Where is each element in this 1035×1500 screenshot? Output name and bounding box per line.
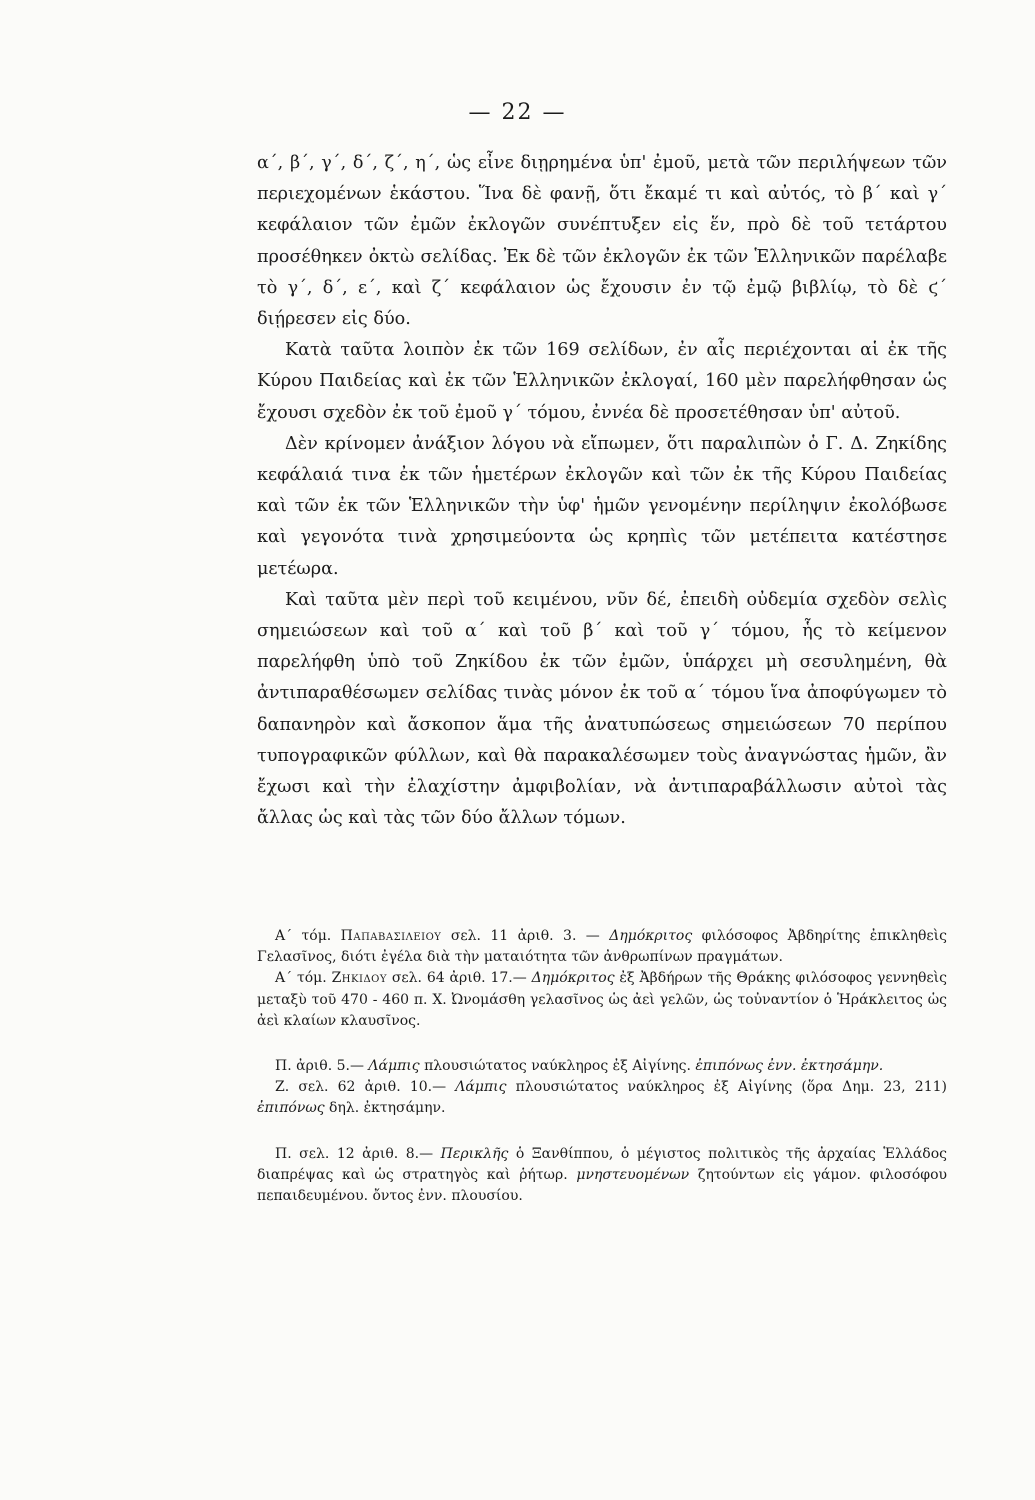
footnote — [257, 968, 947, 1032]
note-term: Δημόκριτος — [531, 970, 615, 987]
note-term: μνηστευομένων — [576, 1166, 690, 1183]
footnote — [257, 926, 947, 968]
note-location: σελ. 11 ἀριθ. 3. — — [441, 928, 610, 944]
paragraph: Δὲν κρίνομεν ἀνάξιον λόγου νὰ εἴπωμεν, ὅτι παραλιπὼν ὁ Γ. Δ. Ζηκίδης κεφάλαιά τινα ἐκ τῶν ἡμετέρων ἐκλογῶν καὶ τῶν ἐκ τῆς Κύρου Παιδείας καὶ τῶν ἐκ τῶν Ἑλληνικῶν τὴν ὑφ' ἡμῶν γενομένην περίληψιν ἐκολόβωσε καὶ γεγονότα τινὰ χρησιμεύοντα ὡς κρηπὶς τῶν μετέπειτα κατέστησε μετέωρα. — [257, 433, 947, 579]
note-ref: Ζ. σελ. 62 ἀριθ. 10.— — [275, 1079, 456, 1096]
note-ref: Α΄ τόμ. — [275, 928, 341, 944]
note-author: Ζηκιδου — [331, 970, 387, 987]
note-term: ἐπιπόνως — [257, 1100, 325, 1117]
note-term: ἐπιπόνως ἐνν. ἐκτησάμην. — [695, 1058, 884, 1075]
main-text — [257, 148, 947, 834]
note-ref: Π. σελ. 12 ἀριθ. 8.— — [275, 1145, 441, 1162]
note-text: ἐξ Ἀβδήρων τῆς Θράκης φιλόσοφος γεννηθεὶς μεταξὺ τοῦ 470 - 460 π. Χ. Ὠνομάσθη γελασῖνος ὡς ἀεὶ γελῶν, ὡς τοὐναντίον ὁ Ἡράκλειτος ὡς ἀεὶ κλαίων κλαυσῖνος. — [257, 970, 947, 1029]
footnote — [257, 1144, 947, 1208]
footnote — [257, 1077, 947, 1119]
note-text: πλουσιώτατος ναύκληρος ἐξ Αἰγίνης (ὅρα Δημ. 23, 211) — [506, 1079, 947, 1096]
footnotes — [257, 926, 947, 1207]
paragraph: α΄, β΄, γ΄, δ΄, ζ΄, η΄, ὡς εἶνε διῃρημένα ὑπ' ἐμοῦ, μετὰ τῶν περιλήψεων τῶν περιεχομένων ἑκάστου. Ἵνα δὲ φανῇ, ὅτι ἔκαμέ τι καὶ αὐτός, τὸ β΄ καὶ γ΄ κεφάλαιον τῶν ἐμῶν ἐκλογῶν συνέπτυξεν εἰς ἕν, πρὸ δὲ τοῦ τετάρτου προσέθηκεν ὀκτὼ σελίδας. Ἐκ δὲ τῶν ἐκλογῶν ἐκ τῶν Ἑλληνικῶν παρέλαβε τὸ γ΄, δ΄, ε΄, καὶ ζ΄ κεφάλαιον ὡς ἔχουσιν ἐν τῷ ἐμῷ βιβλίῳ, τὸ δὲ ϛ΄ διῄρεσεν εἰς δύο. — [257, 153, 947, 330]
page-number: — 22 — — [468, 100, 567, 125]
paragraph: Κατὰ ταῦτα λοιπὸν ἐκ τῶν 169 σελίδων, ἐν αἷς περιέχονται αἱ ἐκ τῆς Κύρου Παιδείας καὶ ἐκ τῶν Ἑλληνικῶν ἐκλογαί, 160 μὲν παρελήφθησαν ὡς ἔχουσι σχεδὸν ἐκ τοῦ ἐμοῦ γ΄ τόμου, ἐννέα δὲ προσετέθησαν ὑπ' αὐτοῦ. — [257, 340, 947, 423]
note-text: ὁ Ξανθίππου, ὁ μέγιστος πολιτικὸς τῆς ἀρχαίας Ἑλλάδος διαπρέψας καὶ ὡς στρατηγὸς καὶ ῥήτωρ. — [257, 1145, 947, 1183]
note-text: δηλ. ἐκτησάμην. — [324, 1100, 446, 1117]
note-term: Περικλῆς — [440, 1145, 509, 1162]
note-text: ζητούντων εἰς γάμον. φιλοσόφου πεπαιδευμένου. ὄντος ἐνν. πλουσίου. — [257, 1166, 948, 1205]
note-term: Δημόκριτος — [609, 928, 693, 944]
note-text: φιλόσοφος Ἀβδηρίτης ἐπικληθεὶς Γελασῖνος, διότι ἐγέλα διὰ τὴν ματαιότητα τῶν ἀνθρωπίνων πραγμάτων. — [257, 928, 947, 966]
paragraph: Καὶ ταῦτα μὲν περὶ τοῦ κειμένου, νῦν δέ, ἐπειδὴ οὐδεμία σχεδὸν σελὶς σημειώσεων καὶ τοῦ α΄ καὶ τοῦ β΄ καὶ τοῦ γ΄ τόμου, ἧς τὸ κείμενον παρελήφθη ὑπὸ τοῦ Ζηκίδου ἐκ τῶν ἐμῶν, ὑπάρχει μὴ σεσυλημένη, θὰ ἀντιπαραθέσωμεν σελίδας τινὰς μόνον ἐκ τοῦ α΄ τόμου ἵνα ἀποφύγωμεν τὸ δαπανηρὸν καὶ ἄσκοπον ἅμα τῆς ἀνατυπώσεως σημειώσεων 70 περίπου τυπογραφικῶν φύλλων, καὶ θὰ παρακαλέσωμεν τοὺς ἀναγνώστας ἡμῶν, ἂν ἔχωσι καὶ τὴν ἐλαχίστην ἀμφιβολίαν, νὰ ἀντιπαραβάλλωσιν αὐτοὶ τὰς ἄλλας ὡς καὶ τὰς τῶν δύο ἄλλων τόμων. — [257, 589, 947, 829]
note-term: Λάμπις — [368, 1058, 420, 1075]
footnote — [257, 1056, 947, 1077]
note-text: πλουσιώτατος ναύκληρος ἐξ Αἰγίνης. — [419, 1058, 696, 1075]
note-location: σελ. 64 ἀριθ. 17.— — [386, 970, 532, 987]
note-ref: Α΄ τόμ. — [275, 970, 332, 987]
note-term: Λάμπις — [455, 1079, 507, 1096]
note-author: Παπαβασιλειου — [340, 928, 442, 944]
note-ref: Π. ἀριθ. 5.— — [275, 1058, 369, 1075]
